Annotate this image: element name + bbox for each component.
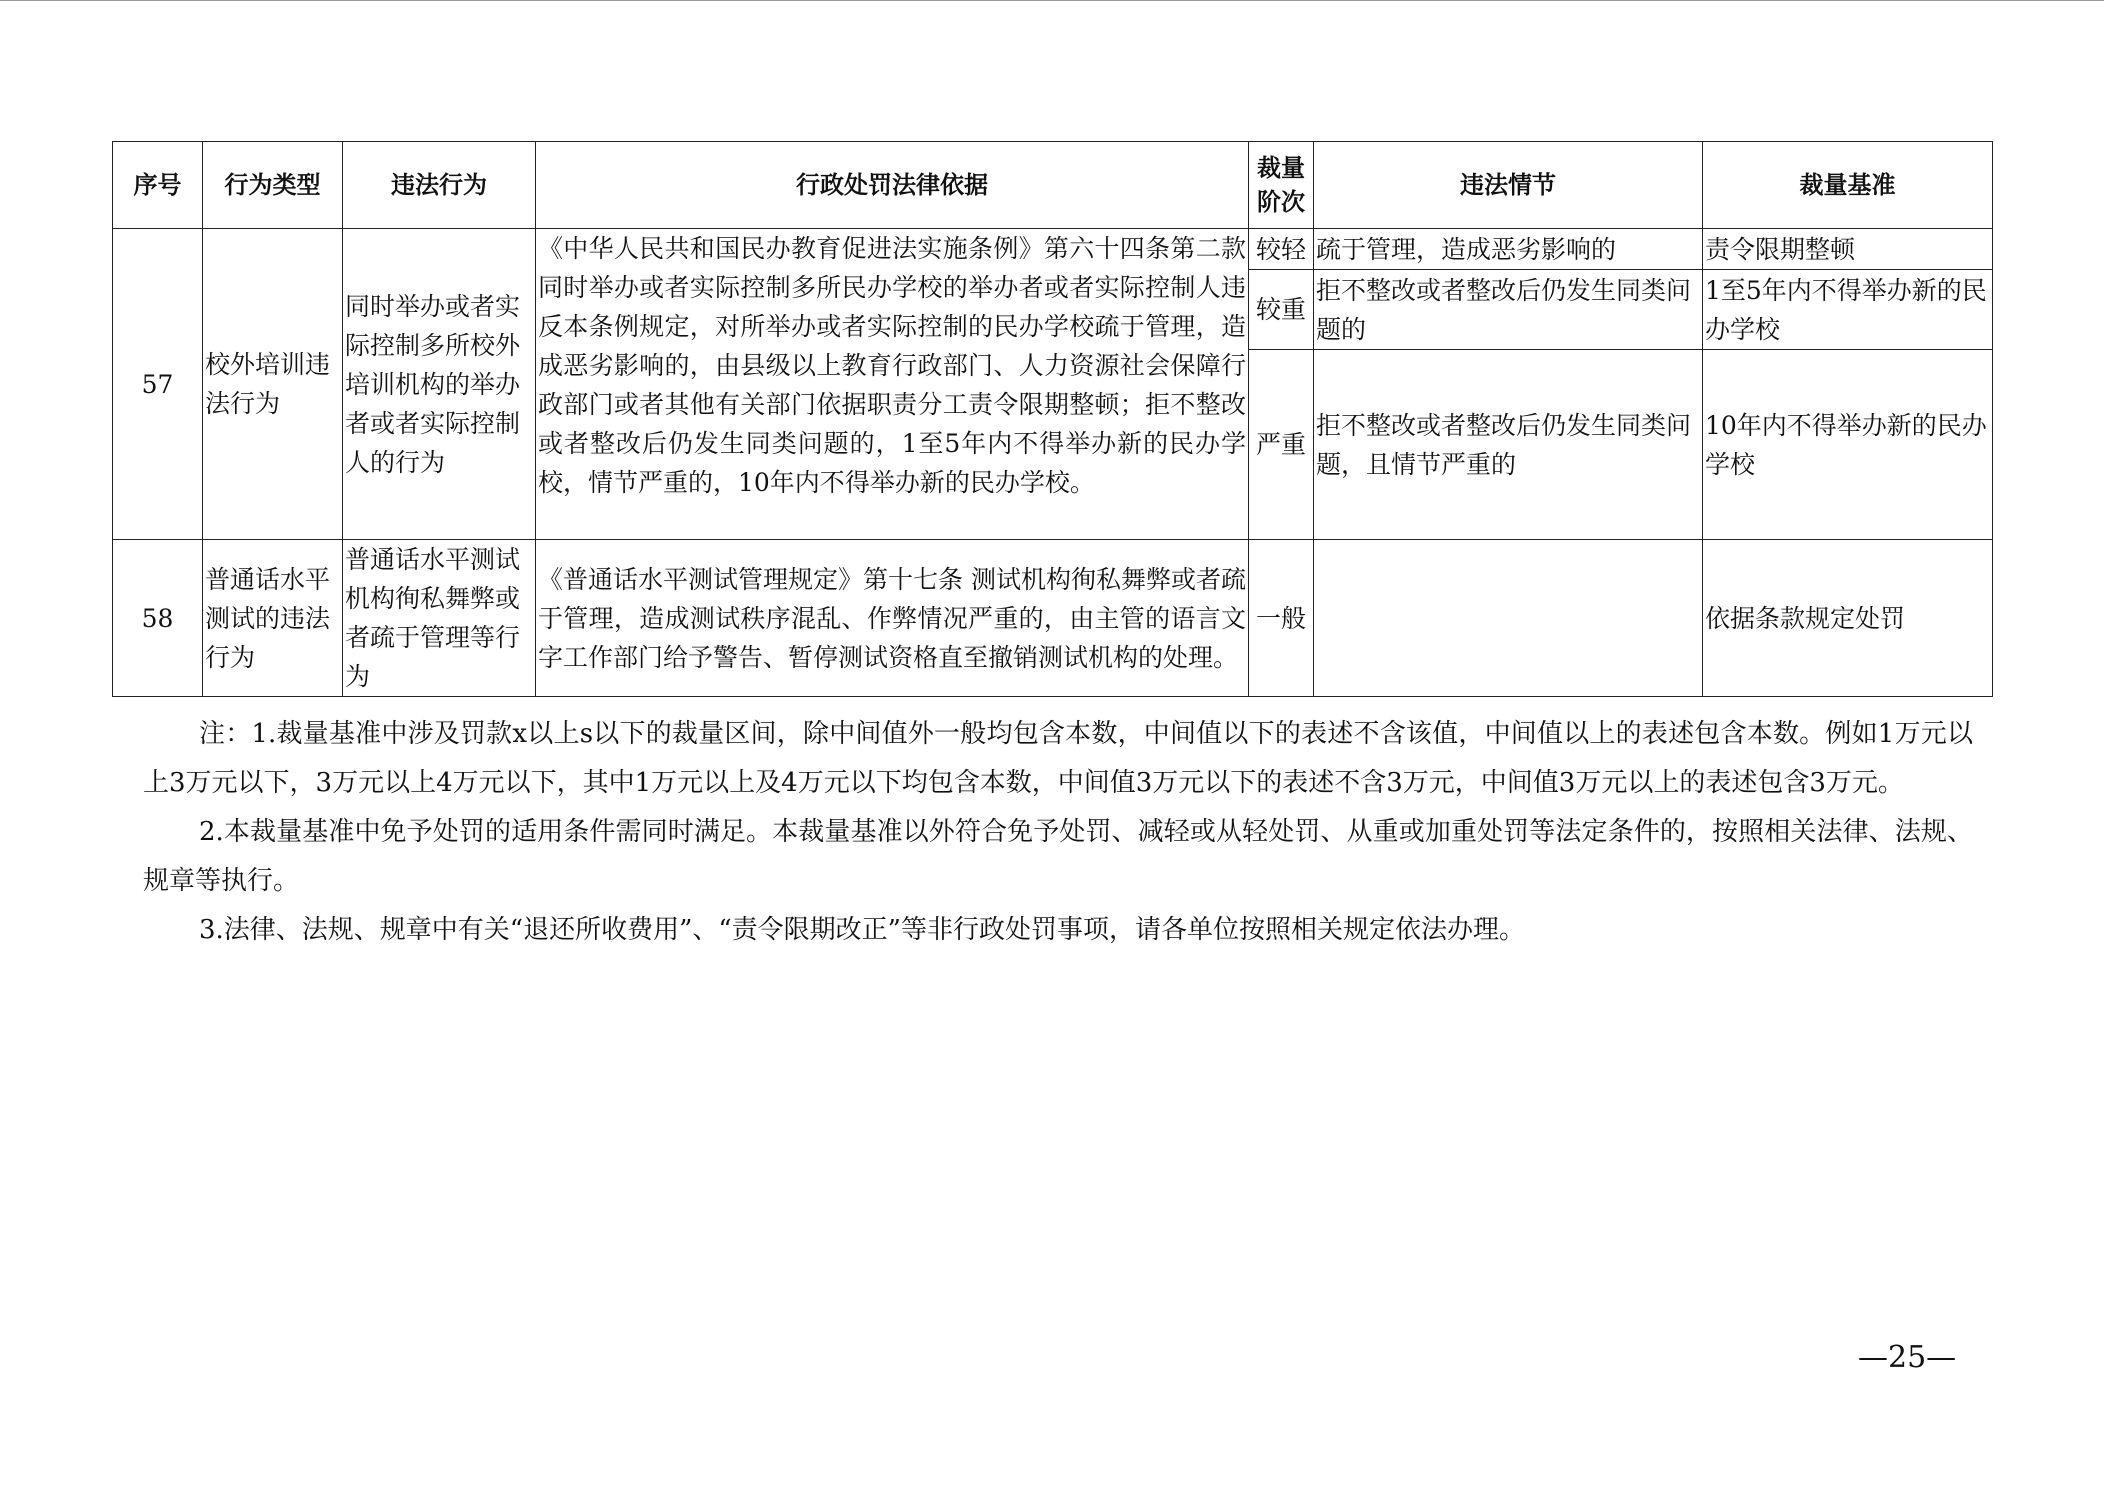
- row58-legal-basis: 《普通话水平测试管理规定》第十七条 测试机构徇私舞弊或者疏于管理，造成测试秩序混乱、作弊情况严重的，由主管的语言文字工作部门给予警告、暂停测试资格直至撤销测试机构的处理。: [536, 540, 1249, 697]
- note-1: 注：1.裁量基准中涉及罚款x以上s以下的裁量区间，除中间值外一般均包含本数，中间值以下的表述不含该值，中间值以上的表述包含本数。例如1万元以上3万元以下，3万元以上4万元以下，其中1万元以上及4万元以下均包含本数，中间值3万元以下的表述不含3万元，中间值3万元以上的表述包含3万元。: [143, 719, 1973, 798]
- header-discretion-level: 裁量 阶次: [1249, 142, 1314, 229]
- header-legal-basis: 行政处罚法律依据: [536, 142, 1249, 229]
- row57-level-moderate: 较重: [1249, 270, 1314, 350]
- row57-level-severe: 严重: [1249, 350, 1314, 540]
- row57-standard-severe: 10年内不得举办新的民办学校: [1703, 350, 1993, 540]
- row57-legal-basis: 《中华人民共和国民办教育促进法实施条例》第六十四条第二款 同时举办或者实际控制多所民办学校的举办者或者实际控制人违反本条例规定，对所举办或者实际控制的民办学校疏于管理，造成恶劣影响的，由县级以上教育行政部门、人力资源社会保障行政部门或者其他有关部门依据职责分工责令限期整顿；拒不整改或者整改后仍发生同类问题的，1至5年内不得举办新的民办学校，情节严重的，10年内不得举办新的民办学校。: [536, 229, 1249, 540]
- row57-illegal-act: 同时举办或者实际控制多所校外培训机构的举办者或者实际控制人的行为: [343, 229, 536, 540]
- row57-standard-moderate: 1至5年内不得举办新的民办学校: [1703, 270, 1993, 350]
- header-illegal-act: 违法行为: [343, 142, 536, 229]
- header-serial-no: 序号: [113, 142, 203, 229]
- row57-behavior-type: 校外培训违法行为: [203, 229, 343, 540]
- header-behavior-type: 行为类型: [203, 142, 343, 229]
- row58-level-general: 一般: [1249, 540, 1314, 697]
- table-row: [113, 229, 1993, 270]
- table-row: [113, 540, 1993, 697]
- row57-circumstance-minor: 疏于管理，造成恶劣影响的: [1314, 229, 1703, 270]
- row58-serial-no: 58: [113, 540, 203, 697]
- row57-serial-no: 57: [113, 229, 203, 540]
- row57-circumstance-moderate: 拒不整改或者整改后仍发生同类问题的: [1314, 270, 1703, 350]
- top-border-line: [0, 0, 2104, 1]
- page-number: —25—: [1858, 1340, 1957, 1375]
- row57-circumstance-severe: 拒不整改或者整改后仍发生同类问题，且情节严重的: [1314, 350, 1703, 540]
- row58-circumstance-general: [1314, 540, 1703, 697]
- row58-standard-general: 依据条款规定处罚: [1703, 540, 1993, 697]
- row58-illegal-act: 普通话水平测试机构徇私舞弊或者疏于管理等行为: [343, 540, 536, 697]
- note-3: 3.法律、法规、规章中有关“退还所收费用”、“责令限期改正”等非行政处罚事项，请各单位按照相关规定依法办理。: [199, 915, 1525, 945]
- row58-behavior-type: 普通话水平测试的违法行为: [203, 540, 343, 697]
- header-circumstance: 违法情节: [1314, 142, 1703, 229]
- header-standard: 裁量基准: [1703, 142, 1993, 229]
- penalty-discretion-table: [112, 141, 1993, 697]
- table-notes: [143, 710, 1973, 955]
- row57-level-minor: 较轻: [1249, 229, 1314, 270]
- row57-standard-minor: 责令限期整顿: [1703, 229, 1993, 270]
- table-header-row: [113, 142, 1993, 229]
- note-2: 2.本裁量基准中免予处罚的适用条件需同时满足。本裁量基准以外符合免予处罚、减轻或从轻处罚、从重或加重处罚等法定条件的，按照相关法律、法规、规章等执行。: [143, 817, 1973, 896]
